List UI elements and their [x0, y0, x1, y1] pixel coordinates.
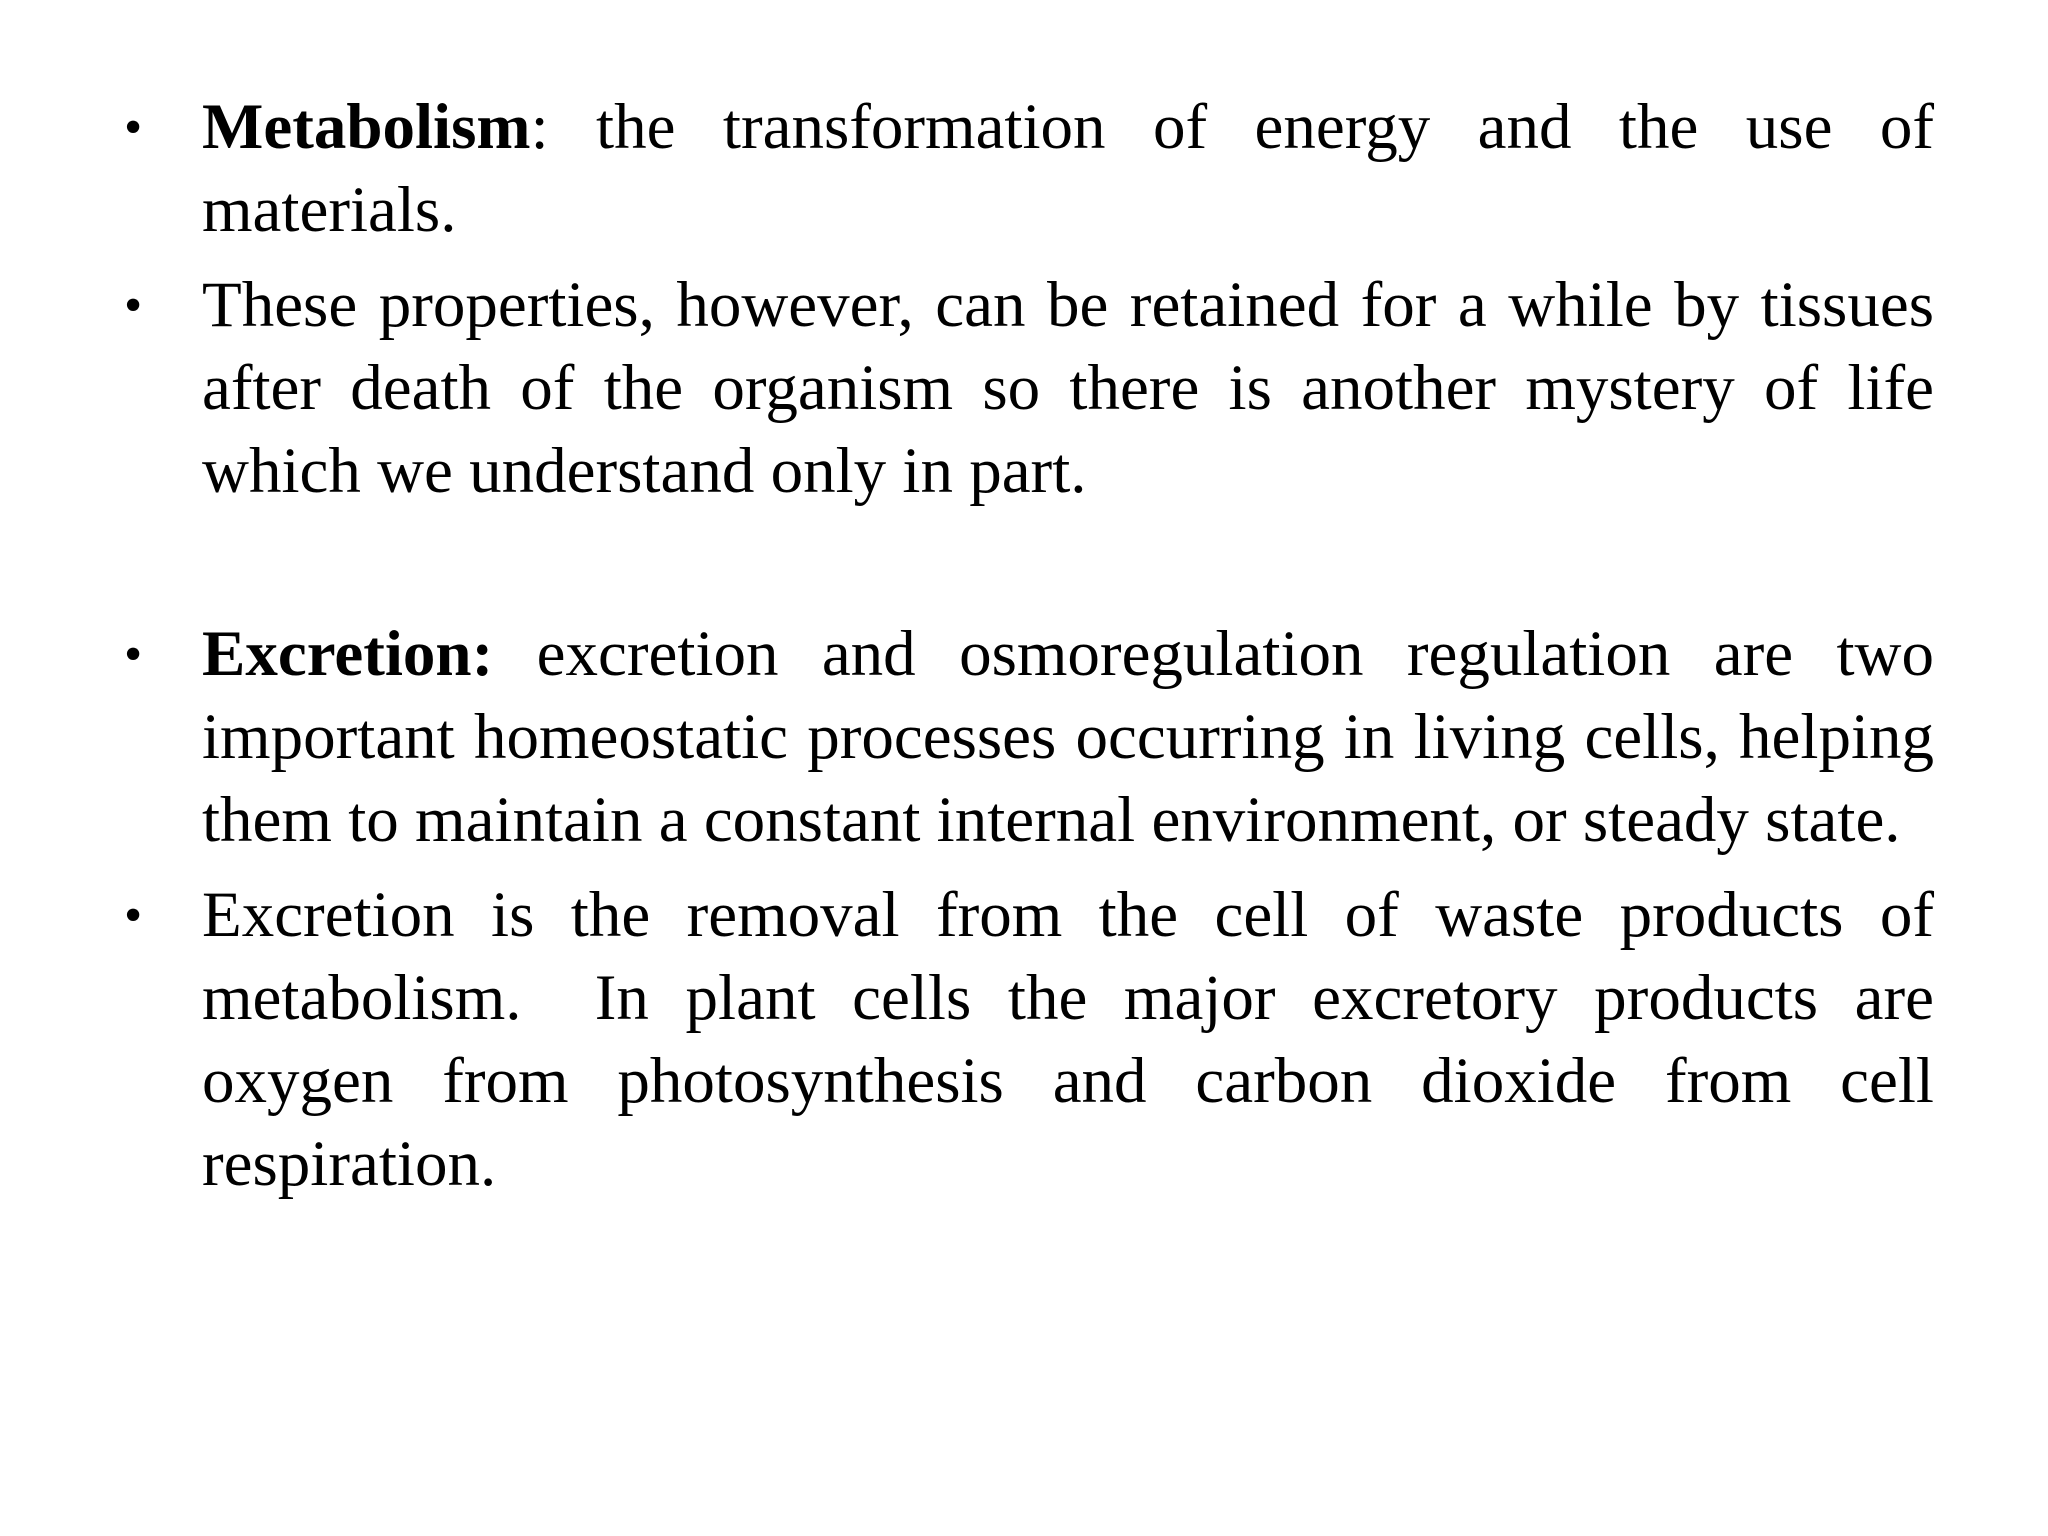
- bullet-text: These properties, however, can be retained for a while by tissues after death of the organism so there is another mystery of life which we understand only in part.: [202, 269, 1934, 507]
- bullet-item-metabolism: [118, 86, 1934, 252]
- bullet-item-excretion-definition: [118, 874, 1951, 1206]
- bullet-marker: •: [124, 277, 143, 334]
- bullet-text: excretion and osmoregulation regulation are two important homeostatic processes occurring in living cells, helping them to maintain a constant internal environment, or steady state.: [202, 618, 1934, 856]
- bullet-item-properties: [118, 264, 1934, 513]
- bullet-item-excretion: [118, 613, 1934, 862]
- term-metabolism: Metabolism: [202, 91, 531, 163]
- term-excretion: Excretion:: [202, 618, 494, 690]
- bullet-text: : the transformation of energy and the use of materials.: [202, 91, 1934, 246]
- bullet-list: [118, 86, 1951, 1218]
- bullet-marker: •: [124, 99, 143, 156]
- bullet-marker: •: [124, 626, 143, 683]
- bullet-text: Excretion is the removal from the cell of waste products of metabolism. In plant cells the major excretory products are oxygen from photosynthesis and carbon dioxide from cell respiration.: [202, 879, 1951, 1200]
- bullet-marker: •: [124, 887, 143, 944]
